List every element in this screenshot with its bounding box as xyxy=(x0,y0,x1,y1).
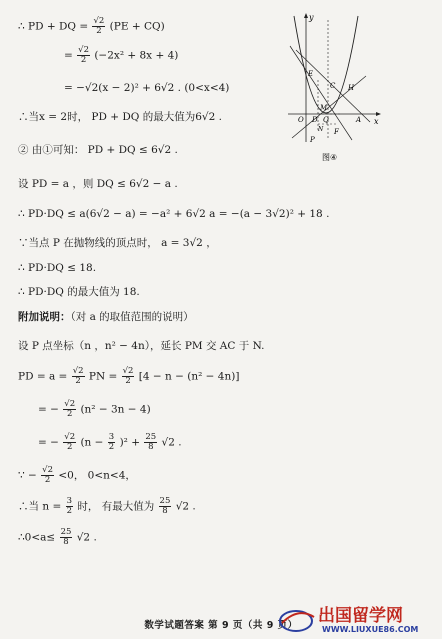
denominator: 2 xyxy=(125,376,131,386)
denominator: 8 xyxy=(148,442,154,452)
point-E: E xyxy=(308,70,314,78)
parabola-curve xyxy=(294,16,358,113)
numerator: 25 xyxy=(60,527,72,537)
text: (PE + CQ) xyxy=(109,20,165,33)
numerator: 25 xyxy=(159,496,171,506)
line-5: ② 由①可知： PD + DQ ≤ 6√2 . xyxy=(18,144,178,156)
text: = − xyxy=(38,403,59,416)
denominator: 2 xyxy=(66,409,73,419)
line-16 xyxy=(18,466,136,485)
line-10: ∴ PD·DQ 的最大值为 18. xyxy=(18,286,140,298)
point-N: N xyxy=(318,126,324,133)
text: <0， 0<n<4， xyxy=(58,469,136,482)
point-C: C xyxy=(330,82,336,90)
point-H: H xyxy=(348,84,355,92)
text: ∴ PD + DQ = xyxy=(18,20,89,33)
text: [4 − n − (n² − 4n)] xyxy=(138,370,240,383)
watermark-name: 出国留学网 xyxy=(318,606,403,626)
line-1 xyxy=(18,17,165,36)
text: 时， 有最大值为 xyxy=(77,500,155,513)
denominator: 2 xyxy=(80,55,87,65)
y-label: y xyxy=(309,13,314,22)
text: )² + xyxy=(119,436,141,449)
fraction xyxy=(60,528,73,547)
fraction xyxy=(159,497,172,516)
text: = xyxy=(64,49,73,62)
line-6: 设 PD = a ，则 DQ ≤ 6√2 − a . xyxy=(18,178,178,190)
point-F: F xyxy=(334,128,339,136)
numerator: √2 xyxy=(42,465,53,475)
line-18 xyxy=(18,528,97,547)
line-15 xyxy=(38,433,182,452)
text: ∵ − xyxy=(18,469,37,482)
figure-caption: 图④ xyxy=(322,153,338,162)
point-M: M xyxy=(320,104,328,112)
point-A: A xyxy=(356,116,362,124)
denominator: 8 xyxy=(162,506,168,516)
numerator: √2 xyxy=(64,399,76,409)
x-axis-arrow xyxy=(376,112,381,116)
point-O: O xyxy=(298,116,304,124)
fraction xyxy=(122,367,135,386)
numerator: √2 xyxy=(78,45,89,55)
line-11 xyxy=(18,311,194,324)
text: ∴当 n = xyxy=(18,500,62,513)
denominator: 2 xyxy=(75,376,81,386)
text: √2 . xyxy=(161,436,182,449)
line-4: ∴当x = 2时， PD + DQ 的最大值为6√2 . xyxy=(18,111,222,123)
text: （对 a 的取值范围的说明） xyxy=(70,311,194,323)
line-12: 设 P 点坐标（n ，n² − 4n），延长 PM 交 AC 于 N. xyxy=(18,340,265,352)
parabola-figure xyxy=(282,10,382,162)
text: ∴0<a≤ xyxy=(18,531,56,544)
line-9: ∴ PD·DQ ≤ 18. xyxy=(18,262,97,274)
fraction xyxy=(72,367,85,386)
denominator: 2 xyxy=(96,26,102,36)
text: (n² − 3n − 4) xyxy=(80,403,151,416)
note-heading: 附加说明： xyxy=(18,311,71,323)
numerator: 3 xyxy=(108,432,115,442)
text: = − xyxy=(38,436,59,449)
line-13 xyxy=(18,367,239,386)
numerator: √2 xyxy=(122,366,134,376)
fraction xyxy=(63,400,76,419)
numerator: 25 xyxy=(145,432,157,442)
numerator: √2 xyxy=(93,16,105,26)
numerator: √2 xyxy=(72,366,84,376)
line-8: ∵当点 P 在抛物线的顶点时， a = 3√2 ， xyxy=(18,237,217,249)
text: √2 . xyxy=(76,531,97,544)
point-Q: Q xyxy=(323,116,329,124)
text: √2 . xyxy=(175,500,196,513)
numerator: 3 xyxy=(66,496,73,506)
numerator: √2 xyxy=(64,432,76,442)
line-7: ∴ PD·DQ ≤ a(6√2 − a) = −a² + 6√2 a = −(a − 3√2)² + 18 . xyxy=(18,208,330,220)
x-label: x xyxy=(374,117,379,126)
denominator: 2 xyxy=(108,442,115,452)
y-axis-arrow xyxy=(304,13,308,18)
page-footer: 数学试题答案 第 9 页（共 9 页） xyxy=(144,620,298,631)
text: (−2x² + 8x + 4) xyxy=(94,49,179,62)
text: PD = a = xyxy=(18,370,68,383)
line-3: = −√2(x − 2)² + 6√2 . (0<x<4) xyxy=(64,82,230,94)
denominator: 2 xyxy=(66,442,73,452)
fraction xyxy=(77,46,90,65)
fraction xyxy=(66,497,73,516)
fraction xyxy=(108,433,115,452)
line-17 xyxy=(18,497,196,516)
line-14 xyxy=(38,400,151,419)
denominator: 2 xyxy=(44,475,51,485)
line-2 xyxy=(64,46,178,65)
denominator: 2 xyxy=(66,506,73,516)
site-watermark xyxy=(278,601,438,637)
fraction xyxy=(41,466,54,485)
fraction xyxy=(144,433,157,452)
point-D: D xyxy=(312,116,318,124)
denominator: 8 xyxy=(63,537,69,547)
fraction xyxy=(92,17,105,36)
watermark-url: WWW.LIUXUE86.COM xyxy=(322,625,419,634)
point-P: P xyxy=(310,136,315,144)
text: PN = xyxy=(88,370,118,383)
swoosh-icon xyxy=(282,613,314,623)
fraction xyxy=(63,433,76,452)
text: (n − xyxy=(80,436,104,449)
